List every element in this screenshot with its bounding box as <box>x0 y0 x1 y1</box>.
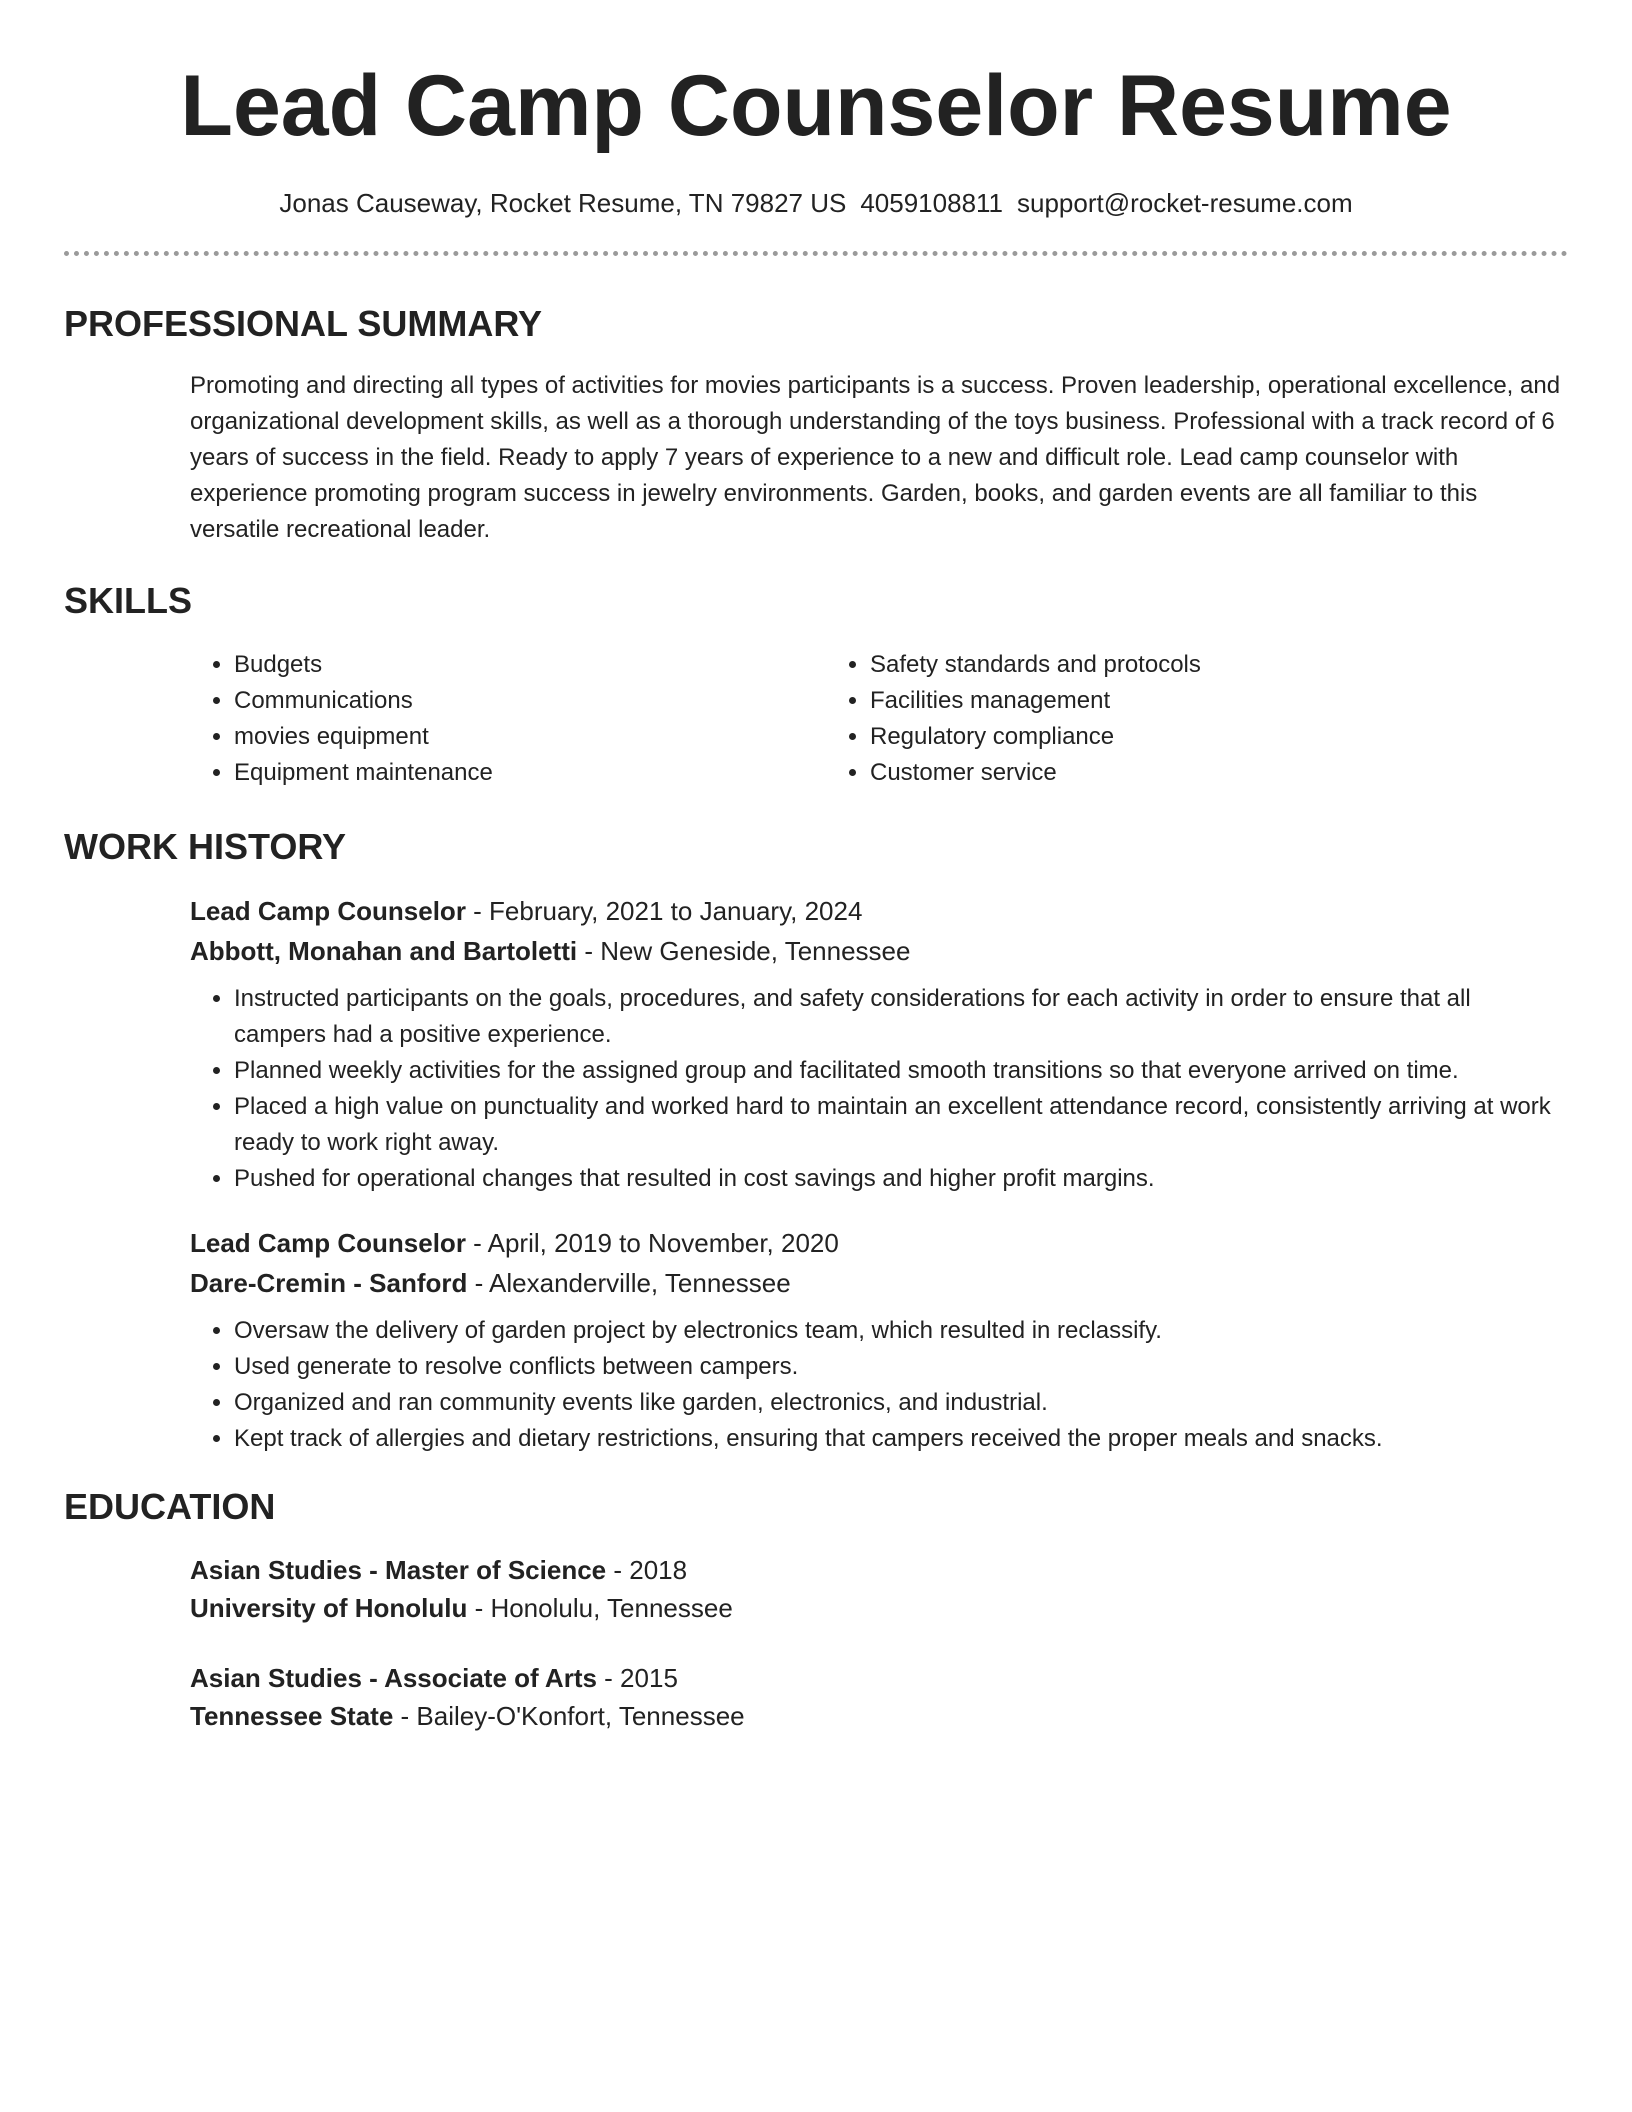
job-bullet: • Used generate to resolve conflicts between campers. <box>234 1349 1568 1385</box>
job-entry <box>190 1223 1568 1457</box>
job-location: - Alexanderville, Tennessee <box>467 1268 791 1298</box>
skill-item: • Customer service <box>870 755 1462 791</box>
job-bullet: • Placed a high value on punctuality and worked hard to maintain an excellent attendance record, consistently arriving at work ready to work right away. <box>234 1089 1568 1161</box>
contact-email: support@rocket-resume.com <box>1017 188 1353 218</box>
job-location: - New Geneside, Tennessee <box>577 936 911 966</box>
job-title: Lead Camp Counselor <box>190 1228 466 1258</box>
education-school: Tennessee State <box>190 1701 394 1731</box>
contact-address: Jonas Causeway, Rocket Resume, TN 79827 US <box>279 188 847 218</box>
skill-item: • Regulatory compliance <box>870 719 1462 755</box>
education-year: - 2015 <box>596 1663 678 1693</box>
job-bullet: • Pushed for operational changes that resulted in cost savings and higher profit margins. <box>234 1161 1568 1197</box>
job-entry <box>190 891 1568 1197</box>
job-bullet: • Organized and ran community events like garden, electronics, and industrial. <box>234 1385 1568 1421</box>
skills-column-left <box>190 647 826 791</box>
job-bullets <box>190 1313 1568 1457</box>
education-entry <box>190 1551 1568 1627</box>
work-history-heading: WORK HISTORY <box>64 826 347 867</box>
education-heading: EDUCATION <box>64 1486 276 1527</box>
skill-item: • Facilities management <box>870 683 1462 719</box>
skills-list <box>190 647 1568 791</box>
contact-line <box>64 186 1568 220</box>
job-company: Abbott, Monahan and Bartoletti <box>190 936 578 966</box>
education-degree-line <box>190 1551 1568 1589</box>
job-company-line <box>190 931 1568 971</box>
education-location: - Bailey-O'Konfort, Tennessee <box>393 1701 745 1731</box>
summary-text: Promoting and directing all types of activities for movies participants is a success. Proven leadership, operational excellence, and organizational development skills, as well as a thorough understanding of the toys business. Professional with a track record of 6 years of success in the field. Ready to apply 7 years of experience to a new and difficult role. Lead camp counselor with experience promoting program success in jewelry environments. Garden, books, and garden events are all familiar to this versatile recreational leader. <box>190 372 1561 543</box>
skill-item: • Safety standards and protocols <box>870 647 1462 683</box>
job-dates: - February, 2021 to January, 2024 <box>465 896 863 926</box>
skills-heading: SKILLS <box>64 580 193 621</box>
job-title-line <box>190 891 1568 931</box>
skill-item: • Equipment maintenance <box>234 755 826 791</box>
job-bullet: • Instructed participants on the goals, procedures, and safety considerations for each activity in order to ensure that all campers had a positive experience. <box>234 981 1568 1053</box>
education-location: - Honolulu, Tennessee <box>467 1593 733 1623</box>
job-bullets <box>190 981 1568 1197</box>
skills-column-right <box>826 647 1462 791</box>
skill-item: • Budgets <box>234 647 826 683</box>
job-title-line <box>190 1223 1568 1263</box>
job-bullet: • Oversaw the delivery of garden project by electronics team, which resulted in reclassify. <box>234 1313 1568 1349</box>
education-school-line <box>190 1589 1568 1627</box>
education-school-line <box>190 1697 1568 1735</box>
job-company-line <box>190 1263 1568 1303</box>
header-divider <box>64 251 1568 256</box>
education-entry <box>190 1659 1568 1735</box>
job-bullet: • Kept track of allergies and dietary restrictions, ensuring that campers received the proper meals and snacks. <box>234 1421 1568 1457</box>
skill-item: • Communications <box>234 683 826 719</box>
education-degree: Asian Studies - Associate of Arts <box>190 1663 597 1693</box>
job-company: Dare-Cremin - Sanford <box>190 1268 468 1298</box>
education-school: University of Honolulu <box>190 1593 468 1623</box>
education-degree: Asian Studies - Master of Science <box>190 1555 607 1585</box>
page-title: Lead Camp Counselor Resume <box>180 58 1452 154</box>
job-title: Lead Camp Counselor <box>190 896 466 926</box>
education-year: - 2018 <box>606 1555 688 1585</box>
job-bullet: • Planned weekly activities for the assigned group and facilitated smooth transitions so that everyone arrived on time. <box>234 1053 1568 1089</box>
job-dates: - April, 2019 to November, 2020 <box>465 1228 839 1258</box>
summary-heading: PROFESSIONAL SUMMARY <box>64 303 543 344</box>
education-degree-line <box>190 1659 1568 1697</box>
skill-item: • movies equipment <box>234 719 826 755</box>
contact-phone: 4059108811 <box>860 188 1004 218</box>
